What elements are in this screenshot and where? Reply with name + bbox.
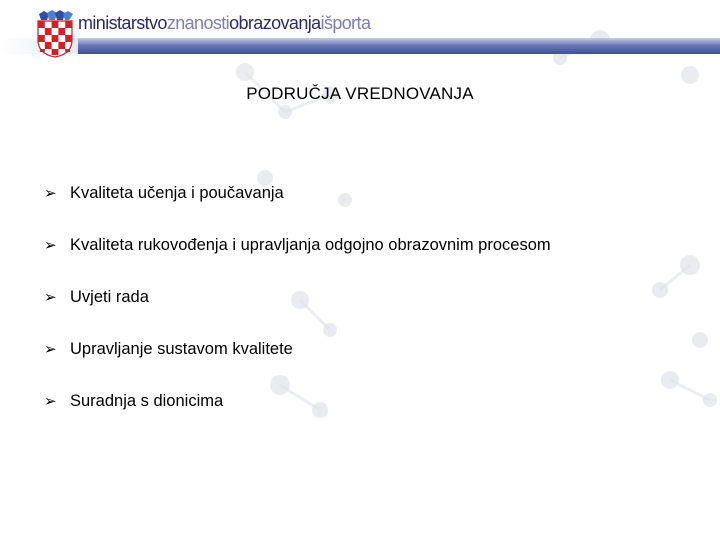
ministry-name — [78, 12, 370, 34]
list-item — [44, 181, 551, 205]
arrowhead-bullet-icon: ➢ — [44, 340, 57, 358]
list-item — [44, 389, 551, 413]
ministry-name-part-1: ministarstvo — [78, 13, 167, 33]
list-item-text: Upravljanje sustavom kvalitete — [70, 340, 293, 358]
arrowhead-bullet-icon: ➢ — [44, 288, 57, 306]
list-item-text: Uvjeti rada — [70, 288, 149, 306]
ministry-name-part-3: obrazovanja — [229, 13, 321, 33]
arrowhead-bullet-icon: ➢ — [44, 236, 57, 254]
list-item — [44, 337, 551, 361]
arrowhead-bullet-icon: ➢ — [44, 392, 57, 410]
list-item-text: Suradnja s dionicima — [70, 392, 224, 410]
ministry-name-part-4: išporta — [320, 13, 371, 33]
list-item-text: Kvaliteta rukovođenja i upravljanja odgojno obrazovnim procesom — [70, 236, 551, 254]
ministry-name-part-2: znanosti — [166, 13, 230, 33]
bullet-list — [44, 181, 551, 441]
list-item — [44, 233, 551, 257]
list-item-text: Kvaliteta učenja i poučavanja — [70, 184, 284, 202]
croatian-coat-of-arms-icon — [36, 10, 74, 58]
list-item — [44, 285, 551, 309]
header-bar — [78, 38, 720, 54]
slide-title: PODRUČJA VREDNOVANJA — [246, 84, 474, 103]
arrowhead-bullet-icon: ➢ — [44, 184, 57, 202]
header — [0, 0, 720, 60]
